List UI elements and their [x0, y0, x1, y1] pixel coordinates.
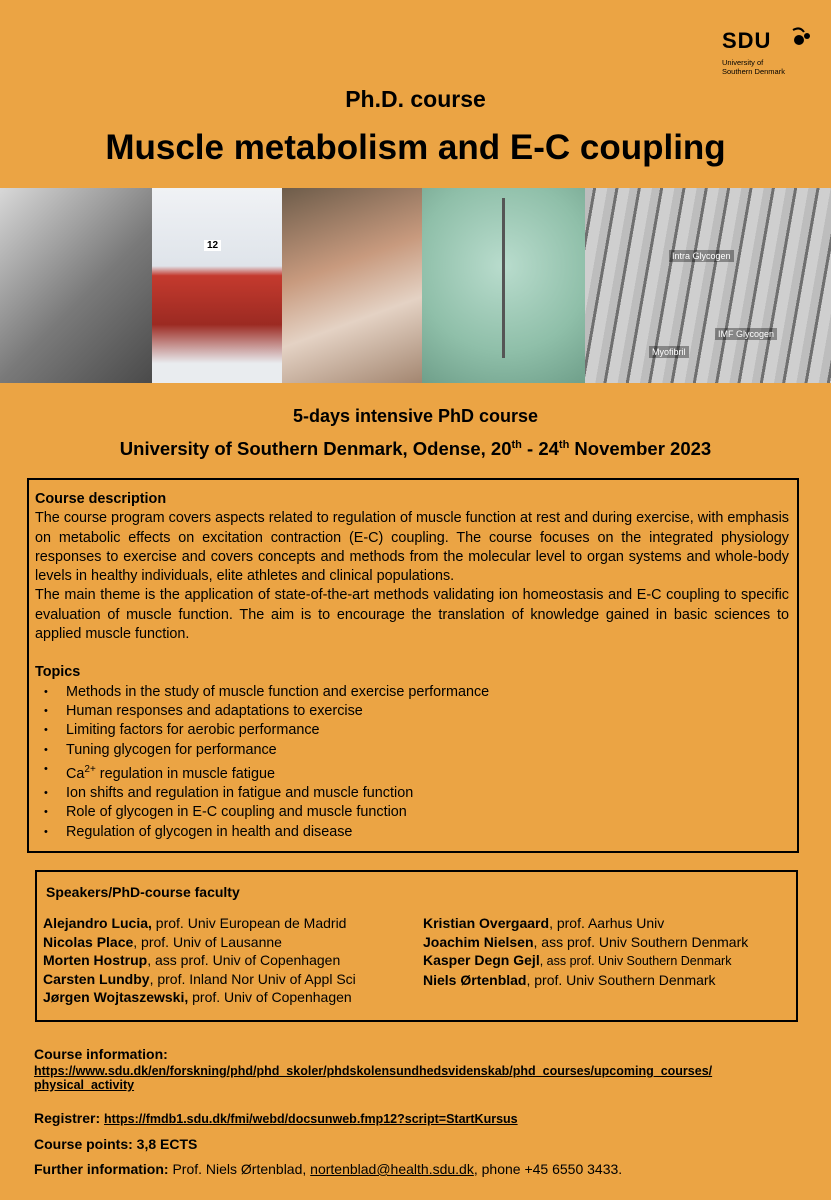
- speakers-column-2: [423, 914, 748, 989]
- speaker-row: Carsten Lundby, prof. Inland Nor Univ of Appl Sci: [43, 970, 356, 987]
- photo-historic-lab: [0, 188, 152, 383]
- photo-strip: [0, 188, 831, 383]
- speakers-heading: Speakers/PhD-course faculty: [46, 884, 240, 900]
- registration-link[interactable]: https://fmdb1.sdu.dk/fmi/webd/docsunweb.fmp12?script=StartKursus: [104, 1112, 518, 1126]
- list-item: • $Ca^{2+}$ regulation in muscle fatigue: [35, 760, 789, 784]
- course-description-box: [27, 478, 799, 853]
- speaker-row: Morten Hostrup, ass prof. Univ of Copenhagen: [43, 952, 341, 968]
- topics-list: [35, 683, 789, 842]
- course-format: 5-days intensive PhD course: [292, 406, 539, 426]
- photo-single-fibre: [422, 188, 585, 383]
- photo-skiers: [152, 188, 282, 383]
- speaker-row: Jørgen Wojtaszewski, prof. Univ of Copenhagen: [43, 989, 352, 1005]
- course-info-label: Course information:: [34, 1046, 168, 1062]
- label-intra-glycogen: Intra Glycogen: [669, 250, 734, 262]
- speaker-row: Nicolas Place, prof. Univ of Lausanne: [43, 933, 282, 950]
- list-item: • Human responses and adaptations to exercise: [35, 702, 789, 721]
- sdu-logo: [722, 28, 812, 78]
- list-item: • Ion shifts and regulation in fatigue and muscle function: [35, 784, 789, 803]
- speaker-row: Joachim Nielsen, ass prof. Univ Southern Denmark: [423, 933, 749, 950]
- speaker-row: Alejandro Lucia, prof. Univ European de Madrid: [43, 915, 347, 931]
- list-item: • Methods in the study of muscle function and exercise performance: [35, 683, 789, 702]
- fibre-line: [502, 198, 505, 358]
- course-points: Course points: 3,8 ECTS: [34, 1136, 198, 1152]
- list-item: • Tuning glycogen for performance: [35, 741, 789, 760]
- logo-text: University of Southern Denmark: [722, 58, 785, 76]
- speaker-row: Kasper Degn Gejl, ass prof. Univ Southern Denmark: [423, 952, 732, 968]
- description-heading: Course description: [35, 491, 167, 507]
- course-type: Ph.D. course: [345, 86, 486, 112]
- topics-heading: Topics: [35, 664, 81, 681]
- skier-bib-number: 12: [204, 240, 221, 251]
- further-info: Further information: Prof. Niels Ørtenblad, nortenblad@health.sdu.dk, phone +45 6550 3433.: [34, 1161, 623, 1177]
- speakers-box: [35, 870, 798, 1022]
- list-item: • Limiting factors for aerobic performance: [35, 721, 789, 740]
- description-paragraph-2: The main theme is the application of state-of-the-art methods validating ion homeostasis and E-C coupling to specific evaluation of muscle function. The aim is to encourage the translation of knowledge gained in basic sciences to applied muscle function.: [35, 587, 789, 643]
- course-venue-date: University of Southern Denmark, Odense, 20th - 24th November 2023: [119, 438, 712, 459]
- email-link[interactable]: nortenblad@health.sdu.dk: [310, 1161, 474, 1177]
- list-item: • Regulation of glycogen in health and disease: [35, 823, 789, 842]
- course-info-link[interactable]: https://www.sdu.dk/en/forskning/phd/phd_skoler/phdskolensundhedsvidenskab/phd_courses/upcoming_courses/ physical_activity: [34, 1064, 713, 1092]
- photo-muscle-biopsy: [282, 188, 422, 383]
- label-myofibril: Myofibril: [649, 346, 689, 358]
- speaker-row: Niels Ørtenblad, prof. Univ Southern Denmark: [423, 971, 716, 988]
- logo-mark: SDU: [722, 28, 772, 53]
- description-paragraph-1: The course program covers aspects related to regulation of muscle function at rest and during exercise, with emphasis on metabolic effects on excitation contraction (E-C) coupling. The course focuses on the integrated physiology responses to exercise and covers concepts and methods from the molecular level to organ systems and whole-body levels in healthy individuals, elite athletes and clinical populations.: [35, 510, 789, 585]
- logo-fruit-icon: [790, 26, 812, 52]
- speakers-column-1: [43, 914, 356, 1007]
- photo-electron-micrograph: [585, 188, 831, 383]
- list-item: • Role of glycogen in E-C coupling and muscle function: [35, 803, 789, 822]
- page-title: Muscle metabolism and E-C coupling: [105, 128, 726, 167]
- registration-line: Registrer: https://fmdb1.sdu.dk/fmi/webd/docsunweb.fmp12?script=StartKursus: [34, 1110, 518, 1126]
- speaker-row: Kristian Overgaard, prof. Aarhus Univ: [423, 915, 665, 931]
- label-imf-glycogen: IMF Glycogen: [715, 328, 777, 340]
